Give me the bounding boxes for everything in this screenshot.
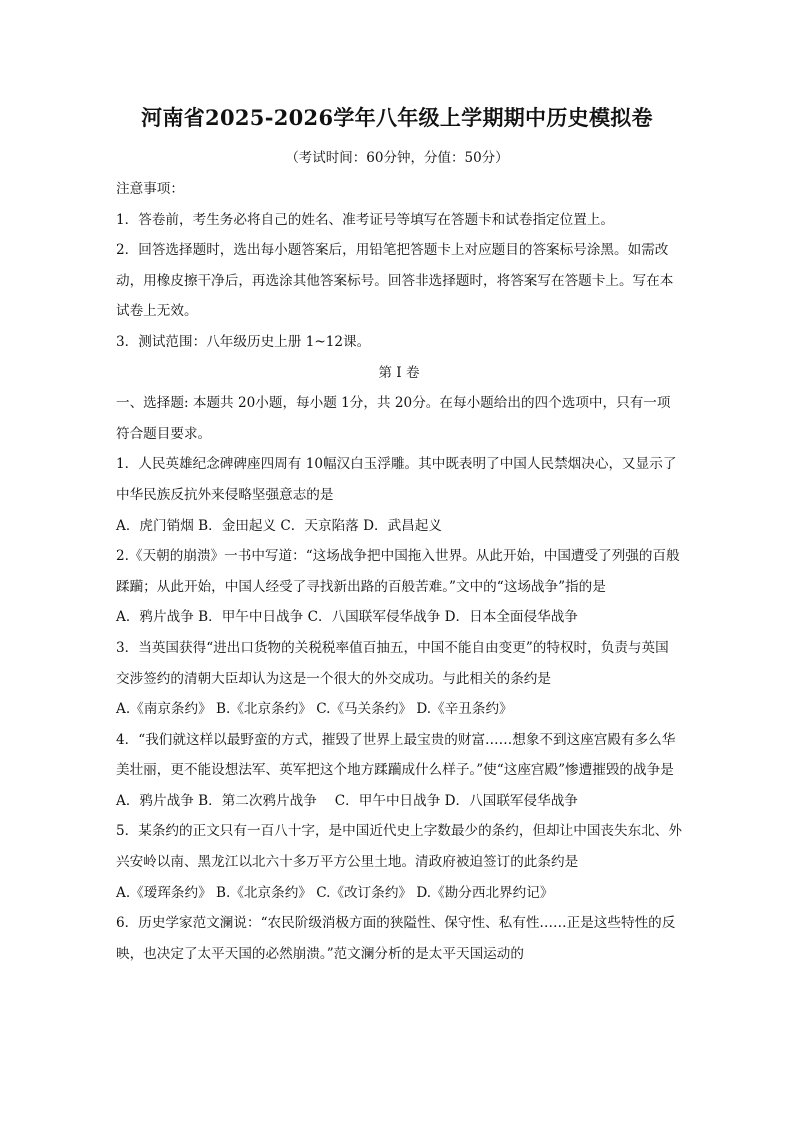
question-options: A．鸦片战争 B．甲午中日战争 C．八国联军侵华战争 D．日本全面侵华战争 — [116, 609, 578, 626]
section-instruction: 一、选择题: 本题共 20小题，每小题 1分，共 20分。在每小题给出的四个选项中，只有一项符合题目要求。 — [116, 395, 671, 442]
question-options: A.《瑷珲条约》 B.《北京条约》 C.《改订条约》 D.《勘分西北界约记》 — [116, 884, 554, 901]
question-stem: 5．某条约的正文只有一百八十字，是中国近代史上字数最少的条约，但却让中国丧失东北、外兴安岭以南、黑龙江以北六十多万平方公里土地。清政府被迫签订的此条约是 — [116, 823, 682, 871]
note-item: 3．测试范围：八年级历史上册 1~12课。 — [116, 333, 371, 350]
volume-heading: 第 I 卷 — [378, 364, 420, 381]
question-stem: 3．当英国获得“进出口货物的关税税率值百抽五，中国不能自由变更”的特权时，负责与英国交涉签约的清朝大臣却认为这是一个很大的外交成功。与此相关的条约是 — [116, 639, 669, 687]
exam-subtitle: （考试时间：60分钟，分值：50分） — [285, 150, 509, 166]
exam-body — [116, 174, 682, 969]
note-item: 1．答卷前，考生务必将自己的姓名、准考证号等填写在答题卡和试卷指定位置上。 — [116, 211, 615, 228]
question-options: A．鸦片战争 B．第二次鸦片战争 C．甲午中日战争 D．八国联军侵华战争 — [116, 792, 578, 809]
question-options: A.《南京条约》 B.《北京条约》 C.《马关条约》 D.《辛丑条约》 — [116, 701, 513, 718]
question-options: A．虎门销烟 B．金田起义 C．天京陷落 D．武昌起义 — [116, 517, 442, 534]
question-stem: 1．人民英雄纪念碑碑座四周有 10幅汉白玉浮雕。其中既表明了中国人民禁烟决心，又显示了中华民族反抗外来侵略坚强意志的是 — [116, 456, 677, 503]
exam-title: 河南省2025-2026学年八年级上学期期中历史模拟卷 — [141, 105, 653, 130]
question-stem: 6．历史学家范文澜说：“农民阶级消极方面的狭隘性、保守性、私有性……正是这些特性的反映，也决定了太平天国的必然崩溃。”范文澜分析的是太平天国运动的 — [116, 915, 676, 962]
notes-heading: 注意事项： — [116, 181, 184, 197]
question-stem: 4．“我们就这样以最野蛮的方式，摧毁了世界上最宝贵的财富……想象不到这座宫殿有多么华美壮丽，更不能设想法军、英军把这个地方蹂躏成什么样子。”使“这座宫殿”惨遭摧毁的战争是 — [116, 731, 676, 779]
note-item: 2．回答选择题时，选出每小题答案后，用铅笔把答题卡上对应题目的答案标号涂黑。如需改动，用橡皮擦干净后，再选涂其他答案标号。回答非选择题时，将答案写在答题卡上。写在本试卷上无效。 — [116, 242, 674, 320]
question-stem: 2.《天朝的崩溃》一书中写道：“这场战争把中国拖入世界。从此开始，中国遭受了列强的百般蹂躏；从此开始，中国人经受了寻找新出路的百般苦难。”文中的“这场战争”指的是 — [116, 548, 680, 595]
